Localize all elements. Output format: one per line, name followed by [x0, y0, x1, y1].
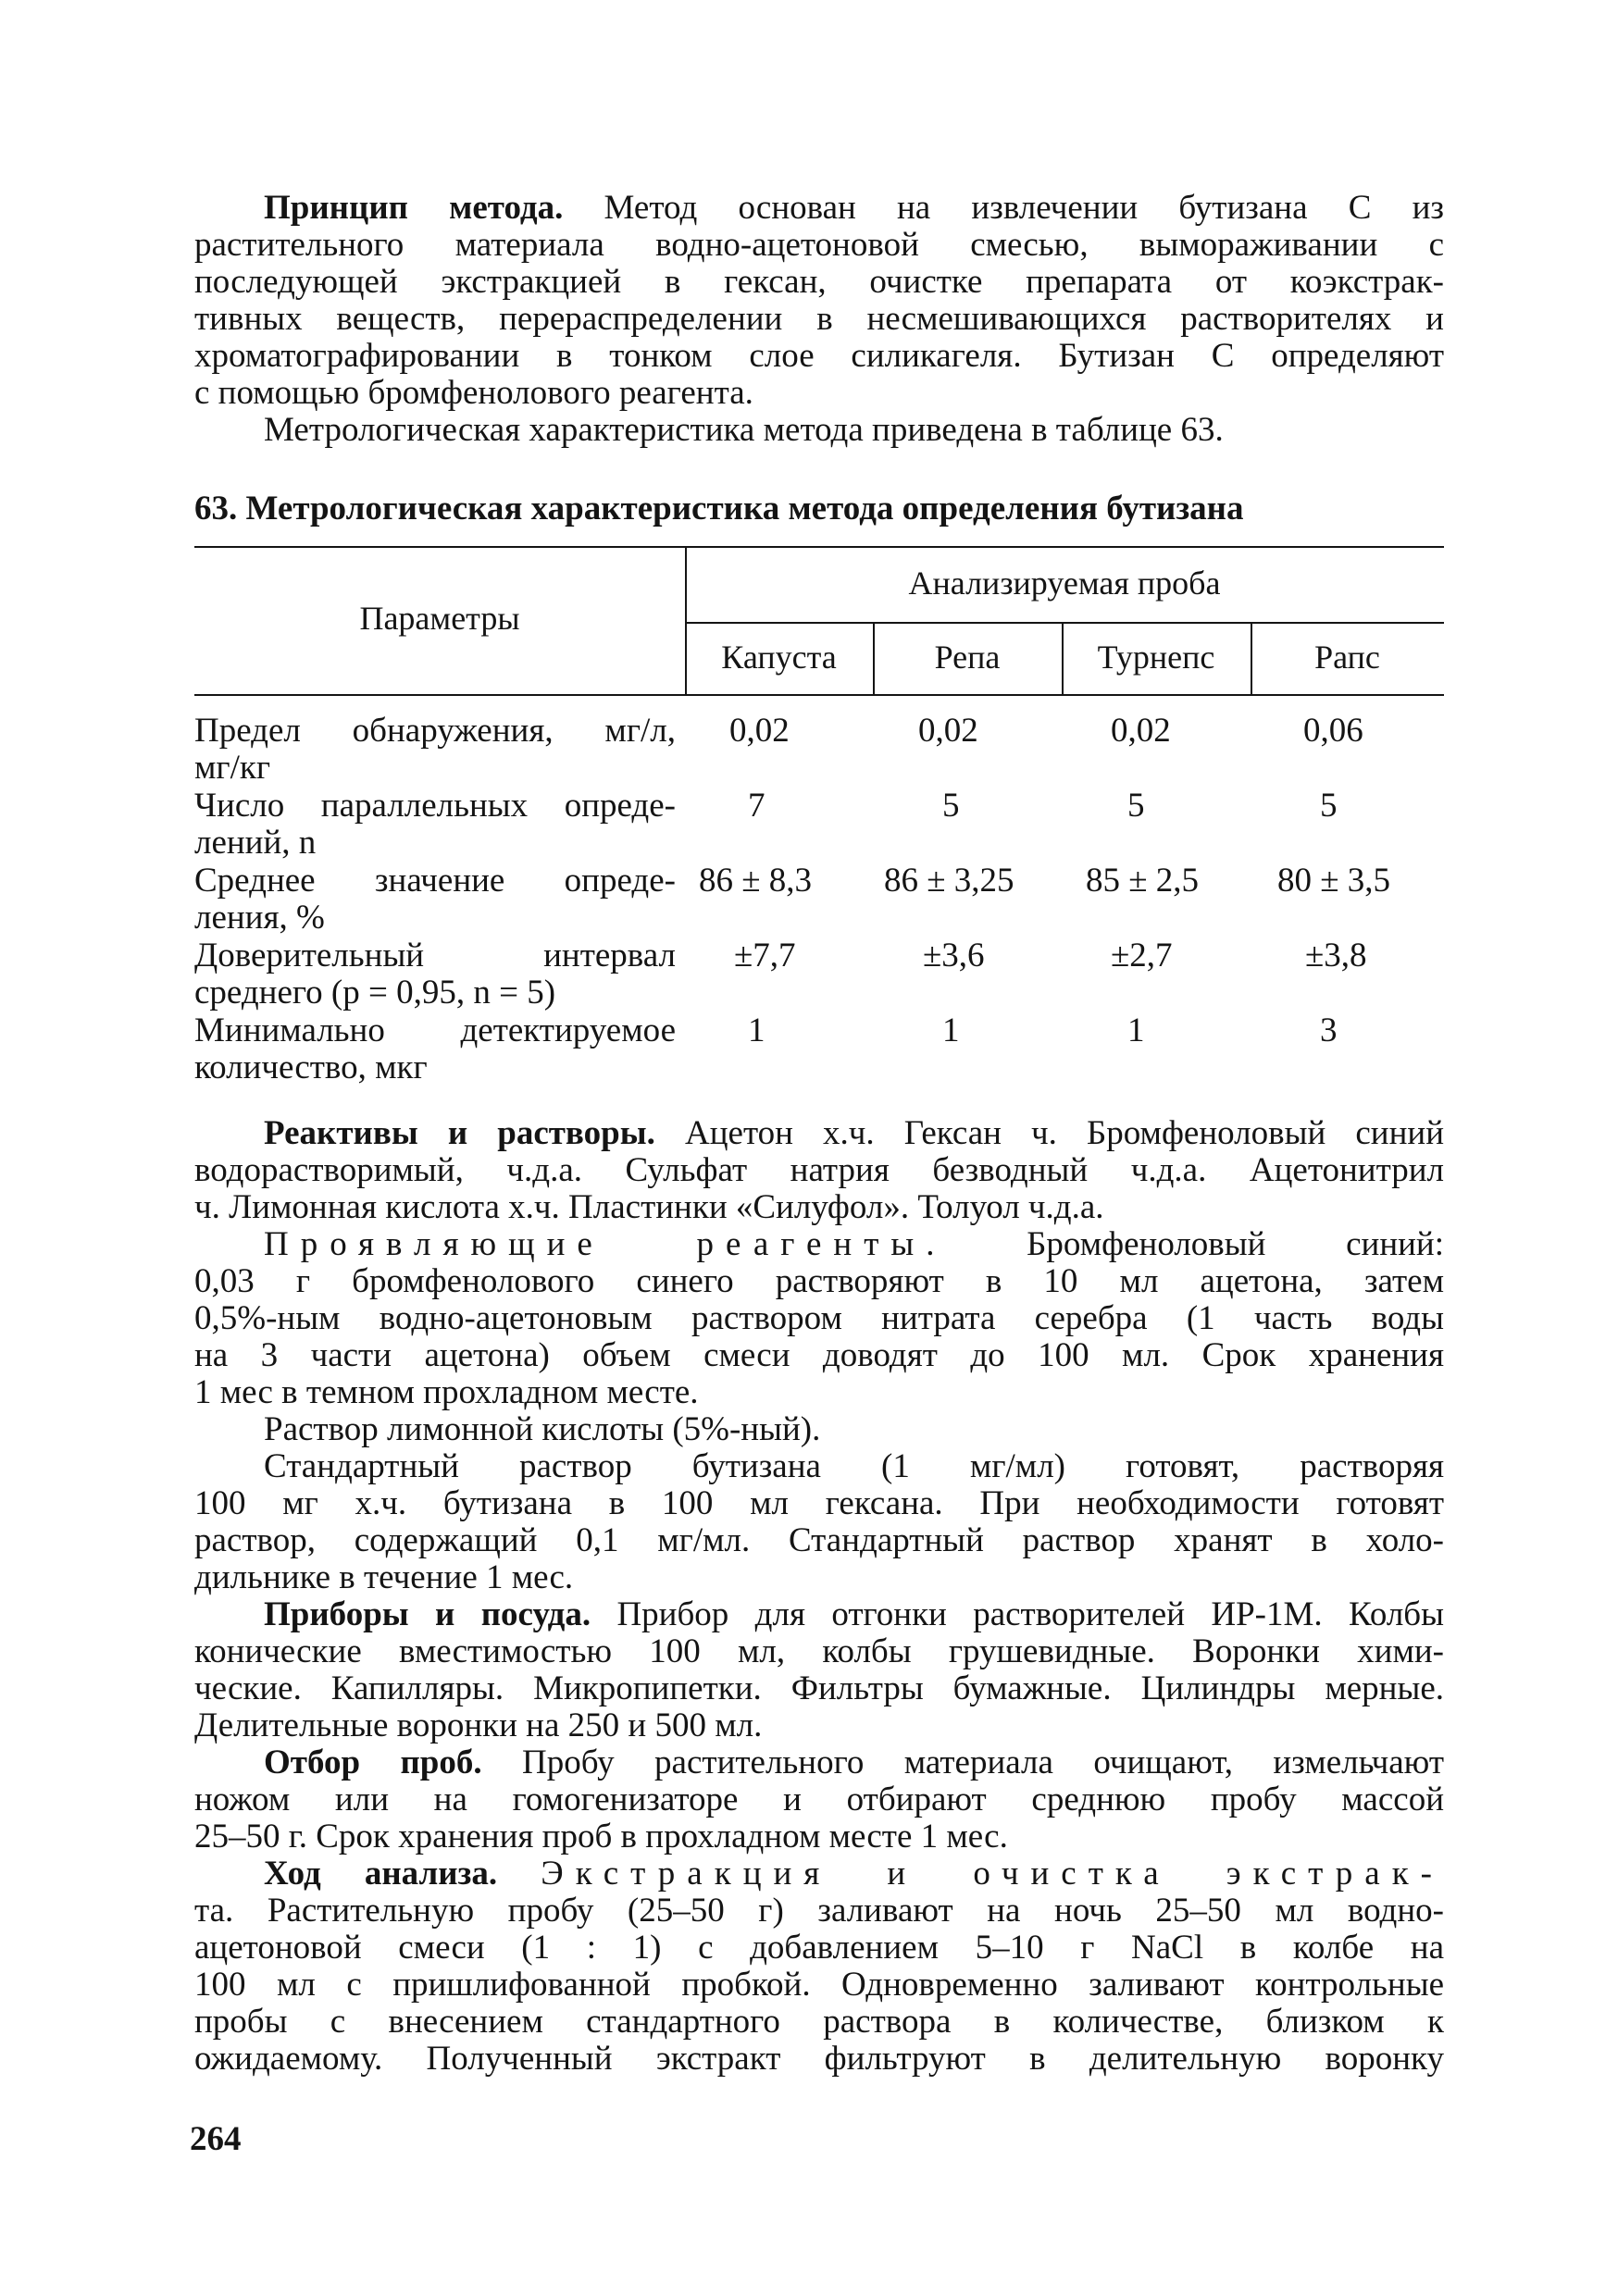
reagents-line-3: ч. Лимонная кислота х.ч. Пластинки «Силуфол». Толуол ч.д.а.: [194, 1188, 1104, 1226]
devices-line-3: ческие. Капилляры. Микропипетки. Фильтры бумажные. Цилиндры мерные.: [194, 1669, 1444, 1707]
param-line: Минимально детектируемое: [194, 1011, 676, 1049]
principle-line-1: [194, 190, 1444, 227]
table-row-param: [194, 713, 676, 787]
devices-line-4: Делительные воронки на 250 и 500 мл.: [194, 1706, 763, 1744]
table-cell: ±3,6: [923, 937, 985, 974]
intro-section: [194, 190, 1444, 449]
table-cell: 80 ± 3,5: [1277, 862, 1391, 900]
principle-label: Принцип метода.: [264, 189, 564, 227]
param-line: мг/кг: [194, 749, 271, 787]
principle-line-6: с помощью бромфенолового реагента.: [194, 374, 753, 412]
developing-line-1: [194, 1226, 1444, 1263]
analysis-line-6: ожидаемому. Полученный экстракт фильтруют в делительную воронку: [194, 2040, 1444, 2078]
sampling-text-1: Пробу растительного материала очищают, измельчают: [481, 1744, 1444, 1781]
column-header-turnip: Репа: [934, 639, 1001, 676]
table-cell: 1: [942, 1011, 960, 1049]
analysis-line-1: [194, 1855, 1444, 1893]
table-row-param: [194, 1012, 676, 1086]
table-cell: 85 ± 2,5: [1086, 862, 1200, 900]
table-cell: 5: [1320, 787, 1338, 825]
analysis-line-2: та. Растительную пробу (25–50 г) заливают на ночь 25–50 мл водно-: [194, 1892, 1444, 1930]
table-cell: 86 ± 8,3: [699, 862, 813, 900]
standard-line-3: раствор, содержащий 0,1 мг/мл. Стандартный раствор хранят в холо-: [194, 1521, 1444, 1559]
table-cell: 1: [748, 1011, 765, 1049]
table-cell: 0,06: [1303, 712, 1363, 750]
table-cell: ±2,7: [1111, 937, 1173, 974]
metro-reference: Метрологическая характеристика метода приведена в таблице 63.: [264, 411, 1224, 449]
principle-line-5: хроматографировании в тонком слое силикагеля. Бутизан С определяют: [194, 337, 1444, 375]
developing-text-1: Бромфеноловый синий:: [946, 1225, 1445, 1263]
column-header-fodder-turnip: Турнепс: [1097, 639, 1215, 676]
table-row-param: [194, 788, 676, 862]
devices-line-2: конические вместимостью 100 мл, колбы грушевидные. Воронки хими-: [194, 1632, 1444, 1670]
devices-label: Приборы и посуда.: [264, 1595, 591, 1633]
table-cell: 1: [1127, 1011, 1145, 1049]
table-cell: ±3,8: [1305, 937, 1367, 974]
table-cell: 86 ± 3,25: [884, 862, 1014, 900]
table-top-rule: [194, 546, 1444, 548]
page-number: 264: [190, 2120, 242, 2158]
citric-acid-line: Раствор лимонной кислоты (5%-ный).: [264, 1410, 821, 1448]
table-cell: 7: [748, 787, 765, 825]
column-header-rapeseed: Рапс: [1314, 639, 1380, 676]
analysis-label: Ход анализа.: [264, 1855, 498, 1893]
reagents-text-1: Ацетон х.ч. Гексан ч. Бромфеноловый синий: [654, 1114, 1444, 1152]
table-row-param: [194, 937, 676, 1011]
sampling-label: Отбор проб.: [264, 1744, 482, 1781]
table-row-param: [194, 863, 676, 937]
group-header: Анализируемая проба: [908, 565, 1221, 602]
column-header-cabbage: Капуста: [721, 639, 837, 676]
developing-line-2: 0,03 г бромфенолового синего растворяют в 10 мл ацетона, затем: [194, 1262, 1444, 1300]
header-bottom-rule: [194, 694, 1444, 696]
table-cell: 0,02: [1111, 712, 1171, 750]
table-caption: 63. Метрологическая характеристика метода определения бутизана: [194, 490, 1244, 527]
param-line: Число параллельных опреде-: [194, 787, 676, 825]
table-cell: 5: [1127, 787, 1145, 825]
principle-line-4: тивных веществ, перераспределении в несмешивающихся растворителях и: [194, 300, 1444, 338]
reagents-label: Реактивы и растворы.: [264, 1114, 655, 1152]
group-header-rule: [685, 622, 1444, 624]
analysis-line-5: пробы с внесением стандартного раствора в количестве, близком к: [194, 2003, 1444, 2041]
param-line: количество, мкг: [194, 1049, 428, 1086]
body-section: [194, 1115, 1444, 2078]
table-cell: 0,02: [918, 712, 978, 750]
reagents-line-2: водорастворимый, ч.д.а. Сульфат натрия безводный ч.д.а. Ацетонитрил: [194, 1151, 1444, 1189]
analysis-line-4: 100 мл с пришлифованной пробкой. Одновременно заливают контрольные: [194, 1966, 1444, 2004]
param-line: Среднее значение опреде-: [194, 862, 676, 900]
developing-line-3: 0,5%-ным водно-ацетоновым раствором нитрата серебра (1 часть воды: [194, 1299, 1444, 1337]
principle-line-2: растительного материала водно-ацетоновой смесью, вымораживании с: [194, 226, 1444, 264]
param-line: Доверительный интервал: [194, 937, 676, 974]
standard-line-4: дильнике в течение 1 мес.: [194, 1558, 574, 1596]
param-header: Параметры: [359, 600, 520, 637]
table-cell: 5: [942, 787, 960, 825]
sampling-line-2: ножом или на гомогенизаторе и отбирают среднюю пробу массой: [194, 1781, 1444, 1818]
table-cell: 3: [1320, 1011, 1338, 1049]
reagents-line-1: [194, 1115, 1444, 1152]
analysis-line-3: ацетоновой смеси (1 : 1) с добавлением 5–10 г NaCl в колбе на: [194, 1929, 1444, 1967]
param-line: Предел обнаружения, мг/л,: [194, 712, 676, 750]
developing-label: Проявляющие реагенты.: [264, 1225, 947, 1263]
param-line: ления, %: [194, 899, 325, 937]
developing-line-4: на 3 части ацетона) объем смеси доводят до 100 мл. Срок хранения: [194, 1336, 1444, 1374]
developing-line-5: 1 мес в темном прохладном месте.: [194, 1373, 699, 1411]
standard-line-1: Стандартный раствор бутизана (1 мг/мл) готовят, растворяя: [264, 1447, 1444, 1485]
table-cell: ±7,7: [734, 937, 796, 974]
principle-line-3: последующей экстракцией в гексан, очистке препарата от коэкстрак-: [194, 263, 1444, 301]
principle-text-1: Метод основан на извлечении бутизана С из: [563, 189, 1444, 227]
devices-line-1: [194, 1596, 1444, 1633]
analysis-spaced-heading: Экстракция и очистка экстрак-: [541, 1855, 1444, 1893]
param-line: среднего (p = 0,95, n = 5): [194, 974, 556, 1011]
table-cell: 0,02: [729, 712, 790, 750]
sampling-line-3: 25–50 г. Срок хранения проб в прохладном месте 1 мес.: [194, 1818, 1008, 1855]
standard-line-2: 100 мг х.ч. бутизана в 100 мл гексана. При необходимости готовят: [194, 1484, 1444, 1522]
devices-text-1: Прибор для отгонки растворителей ИР-1М. Колбы: [591, 1595, 1444, 1633]
sampling-line-1: [194, 1744, 1444, 1781]
param-line: лений, n: [194, 824, 317, 862]
